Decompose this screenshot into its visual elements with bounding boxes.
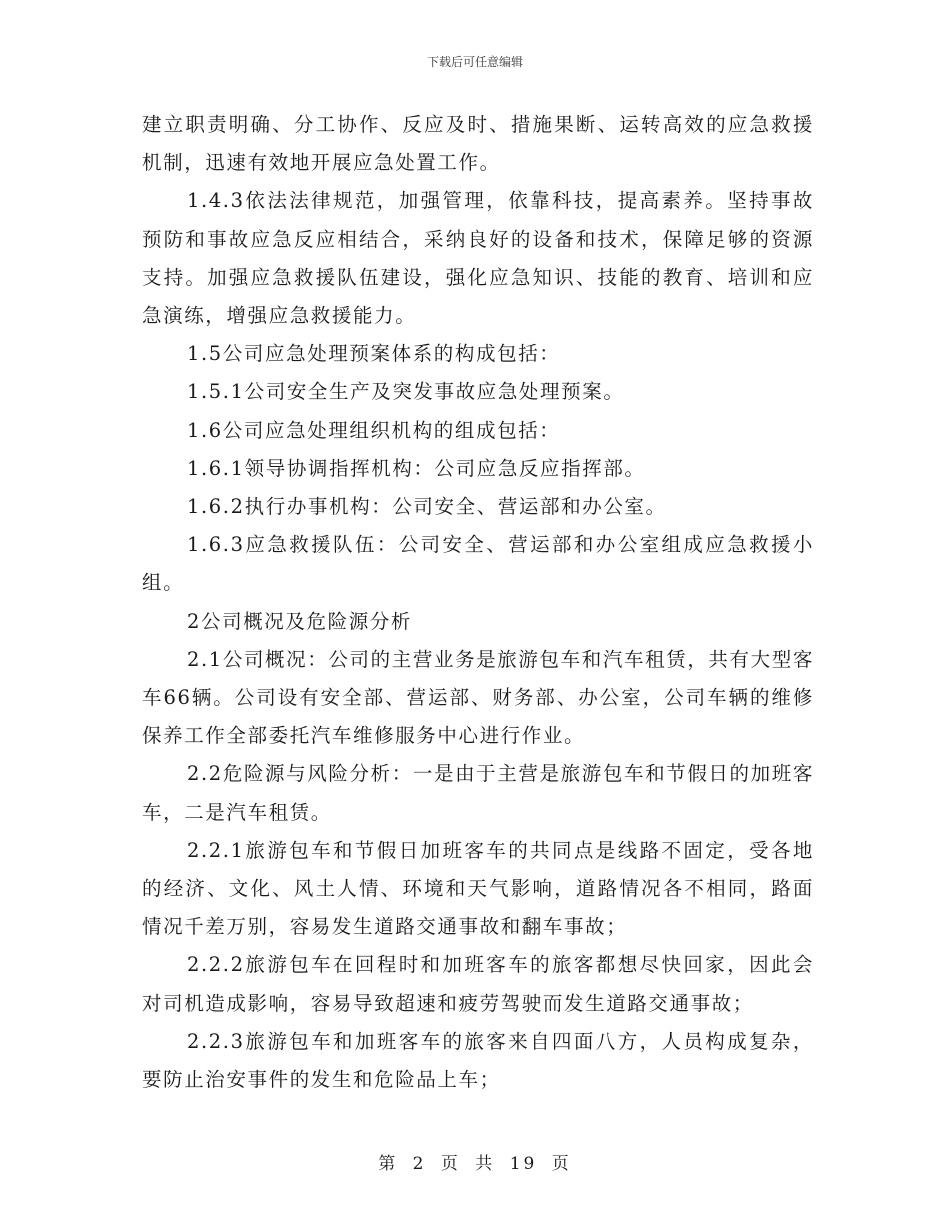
paragraph: 1.6.1领导协调指挥机构：公司应急反应指挥部。: [187, 456, 646, 480]
paragraph: 2.2.2旅游包车在回程时和加班客车的旅客都想尽快回家，因此会对司机造成影响，容易导致超速和疲劳驾驶而发生道路交通事故；: [142, 953, 814, 1015]
page-number-footer: 第 2 页 共 19 页: [378, 1154, 572, 1174]
page-header: 下载后可任意编辑: [426, 55, 523, 69]
paragraph: 1.6公司应急处理组织机构的组成包括：: [187, 418, 561, 442]
paragraph: 1.6.3应急救援队伍：公司安全、营运部和办公室组成应急救援小组。: [142, 533, 814, 595]
paragraph: 1.4.3依法法律规范，加强管理，依靠科技，提高素养。坚持事故预防和事故应急反应相结合，采纳良好的设备和技术，保障足够的资源支持。加强应急救援队伍建设，强化应急知识、技能的教育、培训和应急演练，增强应急救援能力。: [142, 189, 814, 328]
paragraph: 2.1公司概况：公司的主营业务是旅游包车和汽车租赁，共有大型客车66辆。公司设有安全部、营运部、财务部、办公室，公司车辆的维修保养工作全部委托汽车维修服务中心进行作业。: [142, 647, 814, 748]
paragraph: 2.2.3旅游包车和加班客车的旅客来自四面八方，人员构成复杂，要防止治安事件的发生和危险品上车；: [142, 1029, 814, 1092]
paragraph: 1.5公司应急处理预案体系的构成包括：: [187, 342, 561, 366]
section-heading: 2公司概况及危险源分析: [187, 609, 413, 633]
paragraph: 建立职责明确、分工协作、反应及时、措施果断、运转高效的应急救援机制，迅速有效地开展应急处置工作。: [142, 113, 814, 175]
paragraph: 2.2.1旅游包车和节假日加班客车的共同点是线路不固定，受各地的经济、文化、风土人情、环境和天气影响，道路情况各不相同，路面情况千差万别，容易发生道路交通事故和翻车事故；: [142, 838, 814, 939]
paragraph: 1.6.2执行办事机构：公司安全、营运部和办公室。: [187, 495, 667, 519]
document-body: [142, 106, 814, 1099]
paragraph: 2.2危险源与风险分析：一是由于主营是旅游包车和节假日的加班客车，二是汽车租赁。: [142, 762, 814, 824]
paragraph: 1.5.1公司安全生产及突发事故应急处理预案。: [187, 380, 625, 404]
